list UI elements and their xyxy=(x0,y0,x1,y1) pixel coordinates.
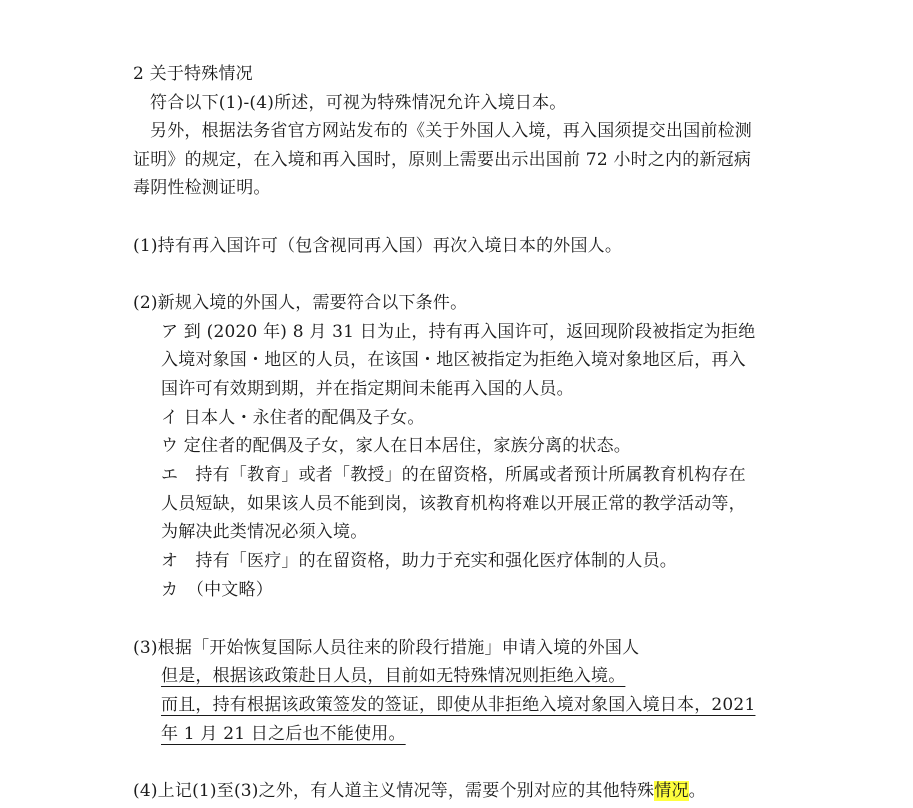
intro-paragraph-2-line-2: 证明》的规定，在入境和再入国时，原则上需要出示出国前 72 小时之内的新冠病 xyxy=(133,150,752,170)
item-2e: オ 持有「医疗」的在留资格，助力于充实和强化医疗体制的人员。 xyxy=(161,551,677,571)
item-2d-line-2: 人员短缺，如果该人员不能到岗，该教育机构将难以开展正常的教学活动等， xyxy=(161,494,746,514)
item-3-underlined-note-2-line-2: 年 1 月 21 日之后也不能使用。 xyxy=(161,724,406,744)
item-4-period: 。 xyxy=(688,781,706,801)
intro-paragraph-1: 符合以下(1)-(4)所述，可视为特殊情况允许入境日本。 xyxy=(150,93,567,113)
item-2a-line-3: 国许可有效期到期，并在指定期间未能再入国的人员。 xyxy=(161,379,574,399)
item-3-underlined-note-1: 但是，根据该政策赴日人员，目前如无特殊情况则拒绝入境。 xyxy=(161,666,626,686)
item-2f: カ （中文略） xyxy=(161,580,273,600)
section-heading: 2 关于特殊情况 xyxy=(133,64,253,84)
item-3-underlined-note-2-line-1: 而且，持有根据该政策签发的签证，即使从非拒绝入境对象国入境日本，2021 xyxy=(161,695,756,715)
item-2c: ウ 定住者的配偶及子女，家人在日本居住，家族分离的状态。 xyxy=(161,436,632,456)
item-2: (2)新规入境的外国人，需要符合以下条件。 xyxy=(133,293,468,313)
intro-paragraph-2-line-3: 毒阴性检测证明。 xyxy=(133,178,271,198)
item-4-highlight: 情况 xyxy=(654,781,689,801)
item-4-text: (4)上记(1)至(3)之外，有人道主义情况等，需要个别对应的其他特殊 xyxy=(133,781,655,801)
item-3: (3)根据「开始恢复国际人员往来的阶段行措施」申请入境的外国人 xyxy=(133,638,640,658)
item-1: (1)持有再入国许可（包含视同再入国）再次入境日本的外国人。 xyxy=(133,236,623,256)
item-2d-line-3: 为解决此类情况必须入境。 xyxy=(161,522,368,542)
item-2b: イ 日本人・永住者的配偶及子女。 xyxy=(161,408,425,428)
item-2d-line-1: エ 持有「教育」或者「教授」的在留资格，所属或者预计所属教育机构存在 xyxy=(161,465,746,485)
intro-paragraph-2-line-1: 另外，根据法务省官方网站发布的《关于外国人入境，再入国须提交出国前检测 xyxy=(150,121,752,141)
item-4 xyxy=(133,779,706,803)
item-2a-line-2: 入境对象国・地区的人员，在该国・地区被指定为拒绝入境对象地区后，再入 xyxy=(161,350,746,370)
item-2a-line-1: ア 到 (2020 年) 8 月 31 日为止，持有再入国许可，返回现阶段被指定为拒绝 xyxy=(161,322,756,342)
